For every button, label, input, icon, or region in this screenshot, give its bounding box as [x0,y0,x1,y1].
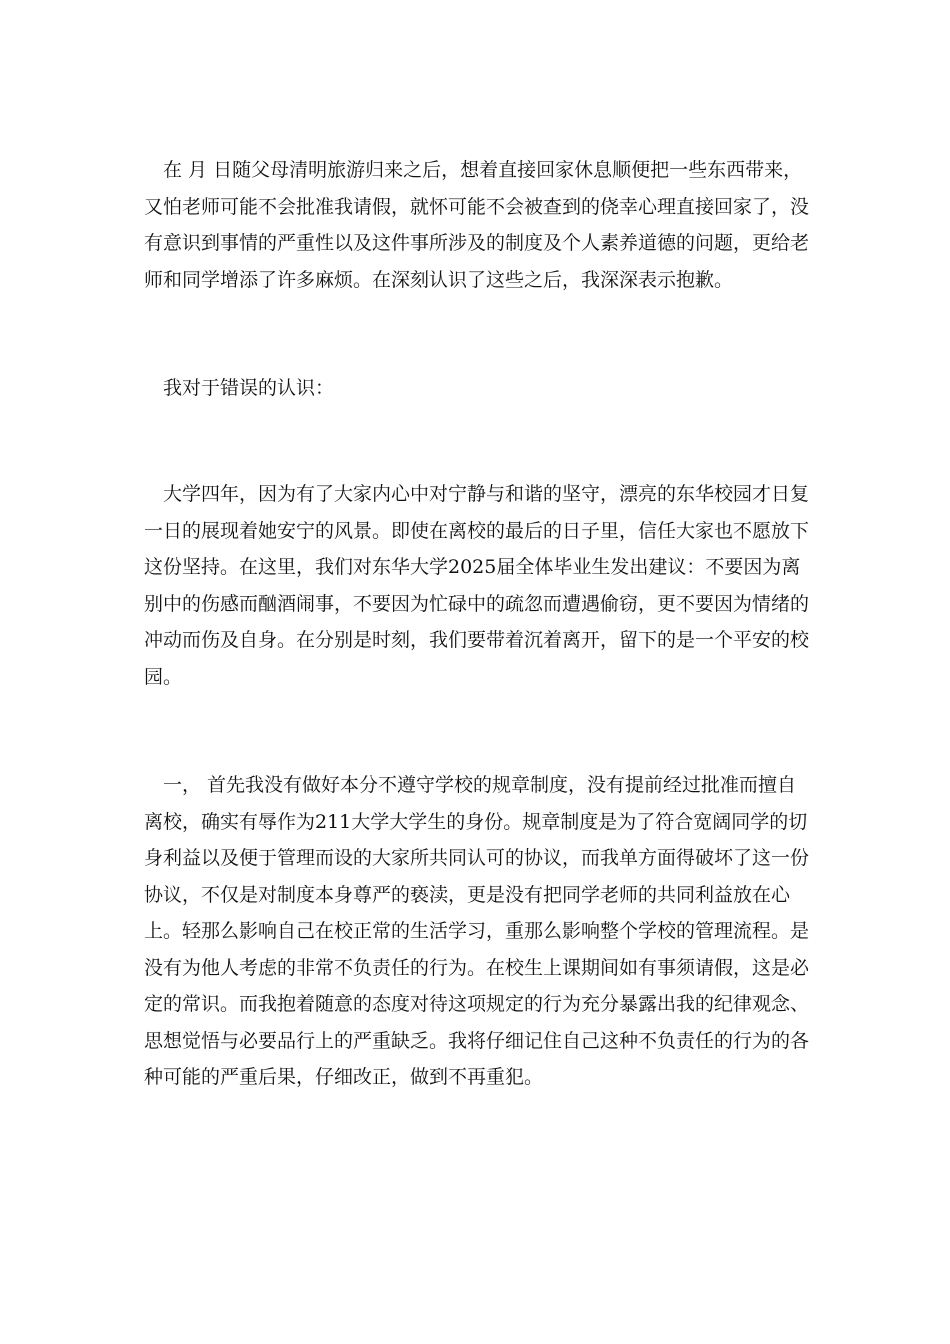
paragraph-campus-appeal: 大学四年，因为有了大家内心中对宁静与和谐的坚守，漂亮的东华校园才日复一日的展现着她安宁的风景。即使在离校的最后的日子里，信任大家也不愿放下这份坚持。在这里，我们对东华大学2025届全体毕业生发出建议：不要因为离别中的伤感而酗酒闹事，不要因为忙碌中的疏忽而遭遇偷窃，更不要因为情绪的冲动而伤及自身。在分别是时刻，我们要带着沉着离开，留下的是一个平安的校园。 [144,483,810,688]
paragraph-point-one: 一， 首先我没有做好本分不遵守学校的规章制度，没有提前经过批准而擅自离校，确实有辱作为211大学大学生的身份。规章制度是为了符合宽阔同学的切身利益以及便于管理而设的大家所共同认可的协议，而我单方面得破坏了这一份协议，不仅是对制度本身尊严的亵渎，更是没有把同学老师的共同利益放在心上。轻那么影响自己在校正常的生活学习，重那么影响整个学校的管理流程。是没有为他人考虑的非常不负责任的行为。在校生上课期间如有事须请假，这是必定的常识。而我抱着随意的态度对待这项规定的行为充分暴露出我的纪律观念、思想觉悟与必要品行上的严重缺乏。我将仔细记住自己这种不负责任的行为的各种可能的严重后果，仔细改正，做到不再重犯。 [144,774,810,1088]
paragraph-heading-recognition: 我对于错误的认识： [163,377,335,399]
paragraph-incident: 在 月 日随父母清明旅游归来之后，想着直接回家休息顺便把一些东西带来，又怕老师可能不会批准我请假，就怀可能不会被查到的侥幸心理直接回家了，没有意识到事情的严重性以及这件事所涉及的制度及个人素养道德的问题，更给老师和同学增添了许多麻烦。在深刻认识了这些之后，我深深表示抱歉。 [144,159,810,291]
